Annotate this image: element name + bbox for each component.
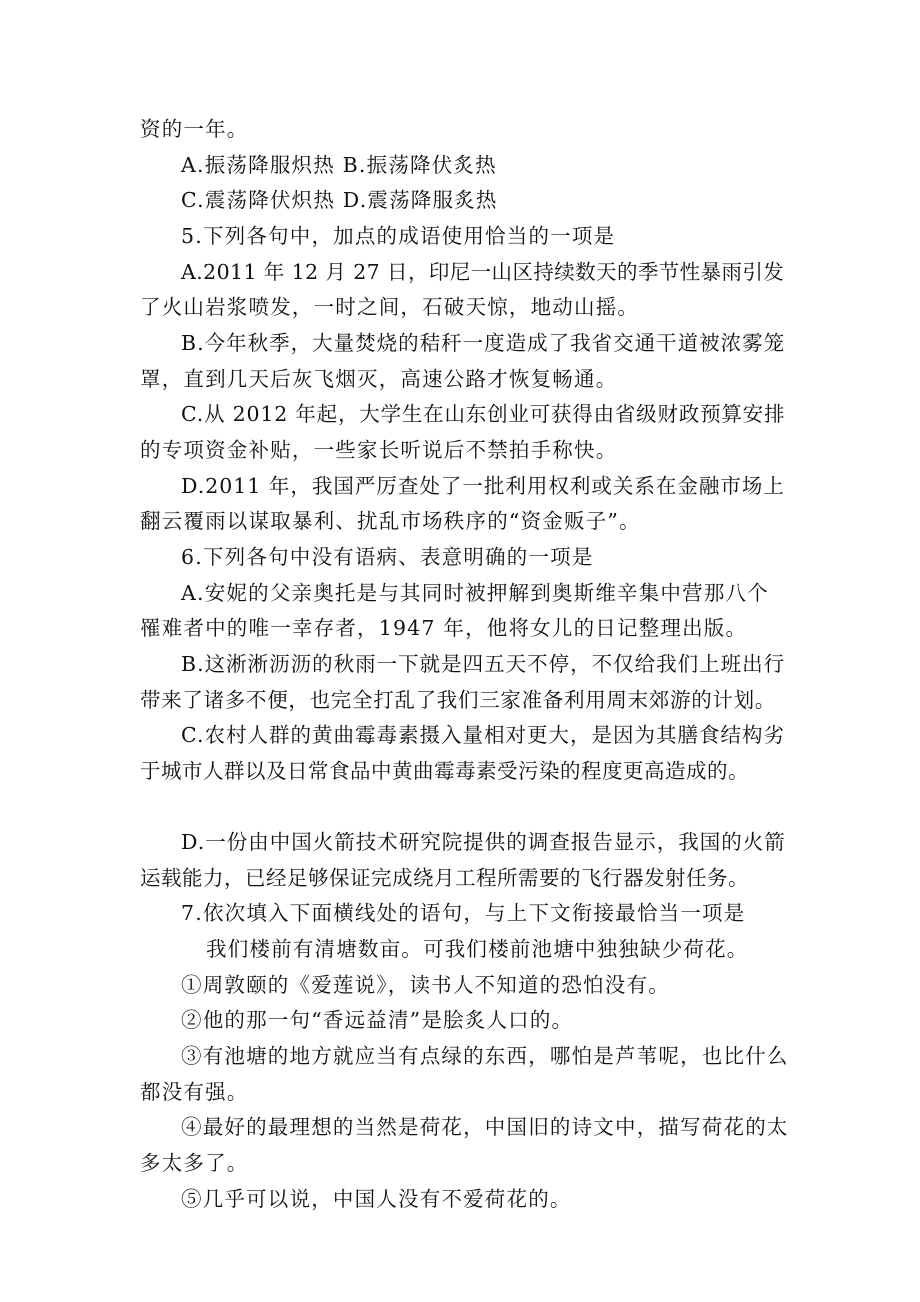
text-line: 带来了诸多不便，也完全打乱了我们三家准备利用周末郊游的计划。 <box>140 688 776 712</box>
option-line: B.这淅淅沥沥的秋雨一下就是四五天不停，不仅给我们上班出行 <box>181 652 786 676</box>
question-heading: 7.依次填入下面横线处的语句，与上下文衔接最恰当一项是 <box>181 901 746 925</box>
passage-line: 我们楼前有清塘数亩。可我们楼前池塘中独独缺少荷花。 <box>206 937 749 961</box>
sentence-option: ②他的那一句“香远益清”是脍炙人口的。 <box>181 1008 574 1032</box>
text-line: 运载能力，已经足够保证完成绕月工程所需要的飞行器发射任务。 <box>140 866 749 890</box>
text-line: 多太多了。 <box>140 1151 249 1175</box>
option-line: D.一份由中国火箭技术研究院提供的调查报告显示，我国的火箭 <box>181 830 786 854</box>
text-line: 翻云覆雨以谋取暴利、扰乱市场秩序的“资金贩子”。 <box>140 509 641 533</box>
text-line: 罹难者中的唯一幸存者，1947 年，他将女儿的日记整理出版。 <box>140 616 748 640</box>
text-line: 于城市人群以及日常食品中黄曲霉毒素受污染的程度更高造成的。 <box>140 759 749 783</box>
sentence-option: ④最好的最理想的当然是荷花，中国旧的诗文中，描写荷花的太 <box>181 1115 789 1139</box>
option-line: B.今年秋季，大量焚烧的秸秆一度造成了我省交通干道被浓雾笼 <box>181 331 786 355</box>
text-line: 了火山岩浆喷发，一时之间，石破天惊，地动山摇。 <box>140 295 640 319</box>
option-line: D.2011 年，我国严厉查处了一批利用权利或关系在金融市场上 <box>181 474 785 498</box>
text-line: 资的一年。 <box>140 117 249 141</box>
text-line: 的专项资金补贴，一些家长听说后不禁拍手称快。 <box>140 438 618 462</box>
option-line: C.震荡降伏炽热 D.震荡降服炙热 <box>181 188 498 212</box>
question-heading: 5.下列各句中，加点的成语使用恰当的一项是 <box>181 224 616 248</box>
option-line: A.安妮的父亲奥托是与其同时被押解到奥斯维辛集中营那八个 <box>181 581 769 605</box>
text-line: 都没有强。 <box>140 1080 249 1104</box>
text-line: 罩，直到几天后灰飞烟灭，高速公路才恢复畅通。 <box>140 367 618 391</box>
sentence-option: ③有池塘的地方就应当有点绿的东西，哪怕是芦苇呢，也比什么 <box>181 1044 789 1068</box>
option-line: C.从 2012 年起，大学生在山东创业可获得由省级财政预算安排 <box>181 402 786 426</box>
option-line: A.2011 年 12 月 27 日，印尼一山区持续数天的季节性暴雨引发 <box>181 260 785 284</box>
sentence-option: ①周敦颐的《爱莲说》，读书人不知道的恐怕没有。 <box>181 973 670 997</box>
sentence-option: ⑤几乎可以说，中国人没有不爱荷花的。 <box>181 1187 572 1211</box>
option-line: A.振荡降服炽热 B.振荡降伏炙热 <box>181 153 497 177</box>
option-line: C.农村人群的黄曲霉毒素摄入量相对更大，是因为其膳食结构劣 <box>181 723 785 747</box>
question-heading: 6.下列各句中没有语病、表意明确的一项是 <box>181 545 594 569</box>
